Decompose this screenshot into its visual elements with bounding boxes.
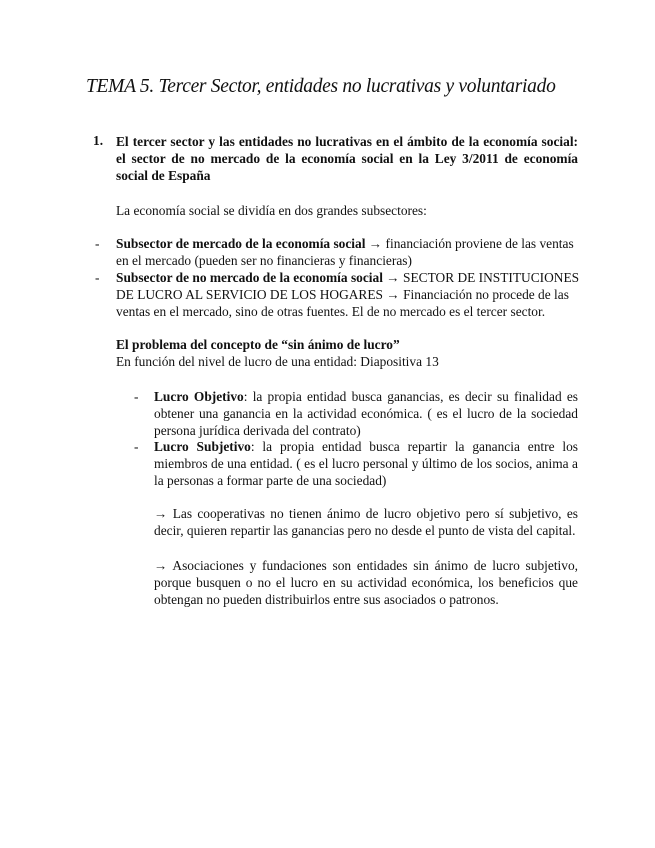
bullet-dash: - <box>95 236 100 251</box>
bullet-dash: - <box>95 270 100 285</box>
subsector-market-text: → financiación proviene de las ventas en el mercado (pueden ser no financieras y financieras) <box>116 236 574 268</box>
subsector-nonmarket-text: → SECTOR DE INSTITUCIONES DE LUCRO AL SERVICIO DE LOS HOGARES → Financiación no procede de las ventas en el mercado, sino de otras fuentes. El de no mercado es el tercer sector. <box>116 270 580 319</box>
intro-paragraph: La economía social se dividía en dos grandes subsectores: <box>116 203 427 218</box>
subsector-nonmarket-item <box>116 269 581 320</box>
page-title: TEMA 5. Tercer Sector, entidades no lucrativas y voluntariado <box>86 76 556 97</box>
lucro-objetivo-label: Lucro Objetivo <box>154 389 244 404</box>
note-asociaciones: → Asociaciones y fundaciones son entidades sin ánimo de lucro subjetivo, porque busquen o no el lucro en su actividad económica, los beneficios que obtengan no pueden distribuirlos entre sus asociados o patronos. <box>154 558 578 607</box>
section-heading: El tercer sector y las entidades no lucrativas en el ámbito de la economía social: el sector de no mercado de la economía social en la Ley 3/2011 de economía social de España <box>116 134 578 183</box>
section-number: 1. <box>93 133 104 148</box>
bullet-dash: - <box>134 439 139 454</box>
problem-heading: El problema del concepto de “sin ánimo de lucro” <box>116 337 400 352</box>
bullet-dash: - <box>134 389 139 404</box>
problem-intro: En función del nivel de lucro de una entidad: Diapositiva 13 <box>116 354 439 369</box>
lucro-subjetivo-text: : la propia entidad busca repartir la ganancia entre los miembros de una entidad. ( es el lucro personal y último de los socios, anima a la personas a formar parte de una sociedad) <box>154 439 578 488</box>
lucro-subjetivo-item <box>154 438 578 489</box>
subsector-market-item <box>116 235 581 269</box>
subsector-nonmarket-label: Subsector de no mercado de la economía social <box>116 270 383 285</box>
lucro-objetivo-text: : la propia entidad busca ganancias, es decir su finalidad es obtener una ganancia en la actividad económica. ( es el lucro de la sociedad persona jurídica derivada del contrato) <box>154 389 578 438</box>
lucro-objetivo-item <box>154 388 578 439</box>
note-cooperativas: → Las cooperativas no tienen ánimo de lucro objetivo pero sí subjetivo, es decir, quieren repartir las ganancias pero no desde el punto de vista del capital. <box>154 506 578 538</box>
subsector-market-label: Subsector de mercado de la economía social <box>116 236 366 251</box>
lucro-subjetivo-label: Lucro Subjetivo <box>154 439 251 454</box>
